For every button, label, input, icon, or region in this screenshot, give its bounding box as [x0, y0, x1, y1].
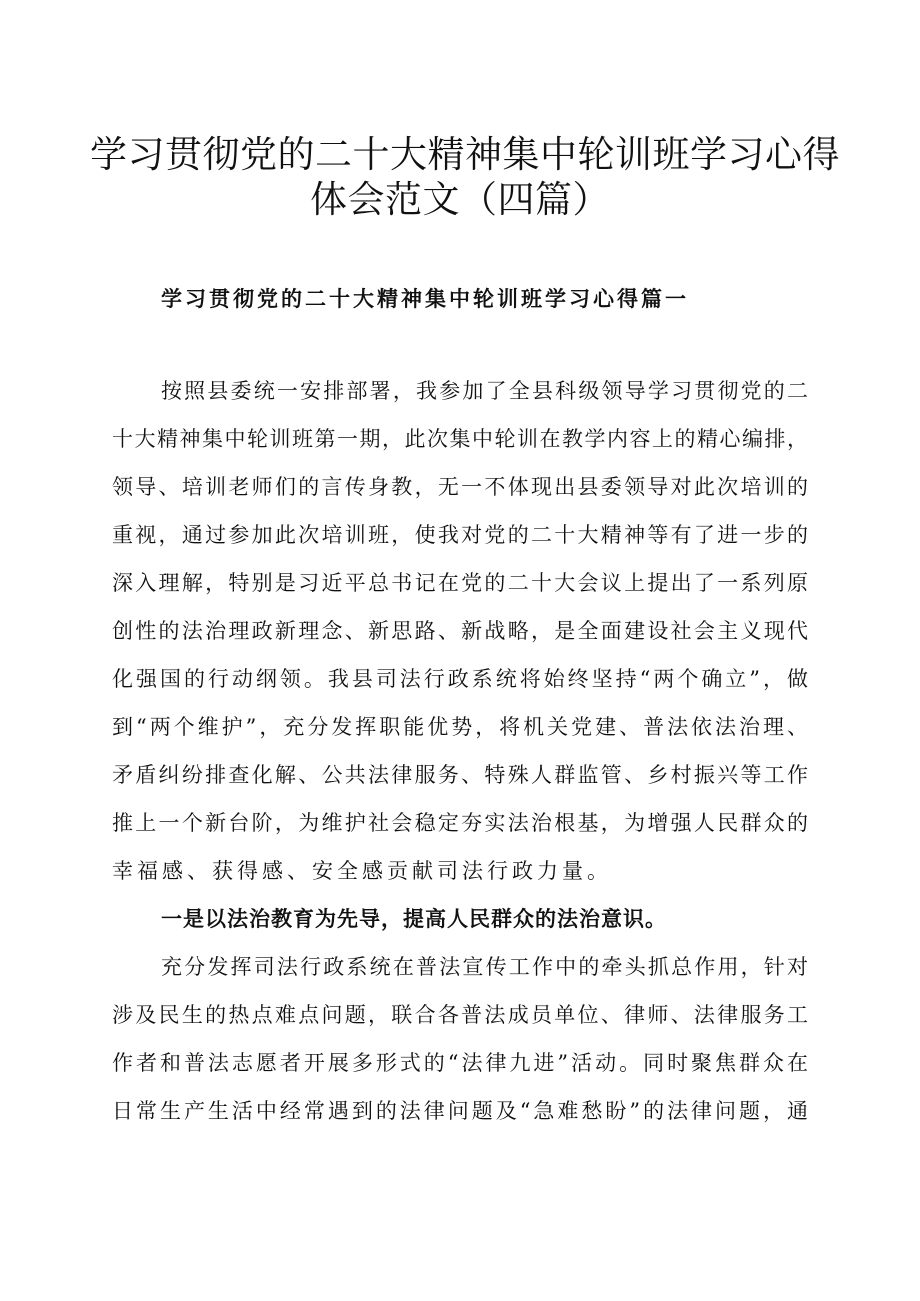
paragraph-2-line: 充分发挥司法行政系统在普法宣传工作中的牵头抓总作用，针对 [161, 955, 808, 979]
paragraph-1-line: 到“两个维护”，充分发挥职能优势，将机关党建、普法依法治理、 [112, 715, 808, 739]
paragraph-1-line: 矛盾纠纷排查化解、公共法律服务、特殊人群监管、乡村振兴等工作 [112, 763, 808, 787]
paragraph-1-line: 重视，通过参加此次培训班，使我对党的二十大精神等有了进一步的 [112, 523, 808, 547]
paragraph-1-line: 推上一个新台阶，为维护社会稳定夯实法治根基，为增强人民群众的 [112, 811, 808, 835]
paragraph-2-line: 作者和普法志愿者开展多形式的“法律九进”活动。同时聚焦群众在 [112, 1051, 808, 1075]
paragraph-1-line: 深入理解，特别是习近平总书记在党的二十大会议上提出了一系列原 [112, 571, 808, 595]
paragraph-1-line: 幸福感、获得感、安全感贡献司法行政力量。 [112, 859, 612, 883]
section-heading: 学习贯彻党的二十大精神集中轮训班学习心得篇一 [161, 287, 689, 311]
paragraph-1-line: 按照县委统一安排部署，我参加了全县科级领导学习贯彻党的二 [161, 379, 808, 403]
paragraph-2-line: 涉及民生的热点难点问题，联合各普法成员单位、律师、法律服务工 [112, 1003, 808, 1027]
paragraph-2-line: 日常生产生活中经常遇到的法律问题及“急难愁盼”的法律问题，通 [112, 1099, 808, 1123]
paragraph-1-line: 十大精神集中轮训班第一期，此次集中轮训在教学内容上的精心编排， [112, 427, 808, 451]
document-title-line-1: 学习贯彻党的二十大精神集中轮训班学习心得 [90, 133, 840, 176]
paragraph-1-line: 化强国的行动纲领。我县司法行政系统将始终坚持“两个确立”，做 [112, 667, 808, 691]
paragraph-1-line: 创性的法治理政新理念、新思路、新战略，是全面建设社会主义现代 [112, 619, 808, 643]
paragraph-1-line: 领导、培训老师们的言传身教，无一不体现出县委领导对此次培训的 [112, 475, 808, 499]
subheading: 一是以法治教育为先导，提高人民群众的法治意识。 [161, 907, 667, 931]
document-title-line-2: 体会范文（四篇） [310, 178, 610, 221]
